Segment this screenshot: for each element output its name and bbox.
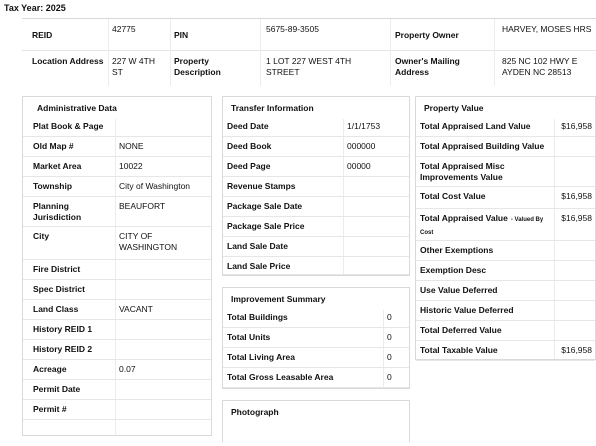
admin-value: City of Washington: [119, 181, 191, 191]
admin-row: [23, 117, 211, 137]
admin-row: [23, 380, 211, 400]
property-value-row: [416, 341, 595, 361]
property-description-label: Property Description: [174, 56, 221, 77]
property-value-row: [416, 301, 595, 321]
location-address-label: Location Address: [32, 56, 104, 66]
property-value-row: [416, 157, 595, 187]
owner-value: HARVEY, MOSES HRS: [502, 24, 592, 34]
improvement-label: Total Living Area: [227, 352, 296, 362]
property-value-row: [416, 281, 595, 301]
mailing-address-value: 825 NC 102 HWY E AYDEN NC 28513: [502, 56, 578, 77]
transfer-row: [223, 197, 409, 217]
property-value-row: [416, 241, 595, 261]
mailing-address-label: Owner's Mailing Address: [395, 56, 460, 77]
property-value-label: Total Appraised Misc Improvements Value: [420, 161, 505, 182]
admin-row: [23, 400, 211, 420]
admin-row: [23, 300, 211, 320]
property-value-value: $16,958: [561, 121, 592, 131]
transfer-row: [223, 177, 409, 197]
improvement-summary-title: Improvement Summary: [231, 294, 326, 304]
property-value-title: Property Value: [424, 103, 484, 113]
admin-label: Market Area: [33, 161, 82, 171]
property-value-value: $16,958: [561, 191, 592, 201]
admin-label: Old Map #: [33, 141, 74, 151]
transfer-row: [223, 217, 409, 237]
property-value-row: [416, 321, 595, 341]
improvement-value: 0: [387, 372, 392, 382]
property-value-section: [415, 96, 596, 360]
improvement-row: [223, 368, 409, 388]
property-value-row: [416, 209, 595, 241]
property-value-label: Total Taxable Value: [420, 345, 498, 355]
admin-label: Plat Book & Page: [33, 121, 104, 131]
admin-value: 10022: [119, 161, 143, 171]
admin-label: Permit #: [33, 404, 67, 414]
administrative-data-title: Administrative Data: [37, 103, 117, 113]
property-summary: [22, 18, 596, 86]
improvement-label: Total Buildings: [227, 312, 288, 322]
admin-value: NONE: [119, 141, 144, 151]
admin-label: Planning Jurisdiction: [33, 201, 82, 222]
transfer-value: 000000: [347, 141, 376, 151]
tax-year-heading: Tax Year: 2025: [4, 3, 66, 13]
property-value-value: $16,958: [561, 345, 592, 355]
improvement-row: [223, 328, 409, 348]
transfer-label: Deed Date: [227, 121, 269, 131]
admin-value: 0.07: [119, 364, 136, 374]
improvement-value: 0: [387, 312, 392, 322]
admin-row: [23, 320, 211, 340]
reid-label: REID: [32, 30, 53, 40]
admin-row: [23, 360, 211, 380]
transfer-value: 1/1/1753: [347, 121, 381, 131]
admin-label: Township: [33, 181, 73, 191]
transfer-label: Land Sale Price: [227, 261, 291, 271]
transfer-label: Deed Book: [227, 141, 272, 151]
admin-row: [23, 260, 211, 280]
improvement-row: [223, 348, 409, 368]
property-value-note: - Valued By Cost: [420, 217, 544, 236]
transfer-row: [223, 117, 409, 137]
admin-label: Spec District: [33, 284, 85, 294]
pin-value: 5675-89-3505: [266, 24, 319, 34]
transfer-row: [223, 257, 409, 275]
transfer-label: Land Sale Date: [227, 241, 288, 251]
property-value-row: [416, 261, 595, 281]
improvement-summary-section: [222, 287, 410, 389]
improvement-value: 0: [387, 332, 392, 342]
photograph-section: [222, 400, 410, 442]
property-value-label: Exemption Desc: [420, 265, 487, 275]
location-address-value: 227 W 4TH ST: [112, 56, 155, 77]
admin-label: Land Class: [33, 304, 79, 314]
property-description-value: 1 LOT 227 WEST 4TH STREET: [266, 56, 352, 77]
admin-label: Fire District: [33, 264, 81, 274]
admin-row: [23, 197, 211, 227]
property-value-label: Other Exemptions: [420, 245, 494, 255]
admin-label: Permit Date: [33, 384, 81, 394]
property-value-label: Total Appraised Value - Valued By Cost: [420, 213, 544, 236]
improvement-label: Total Gross Leasable Area: [227, 372, 334, 382]
admin-row: [23, 177, 211, 197]
transfer-label: Package Sale Price: [227, 221, 305, 231]
pin-label: PIN: [174, 30, 189, 40]
transfer-information-section: [222, 96, 410, 276]
admin-label: City: [33, 231, 50, 241]
property-value-label: Use Value Deferred: [420, 285, 498, 295]
improvement-value: 0: [387, 352, 392, 362]
admin-value: BEAUFORT: [119, 201, 166, 211]
admin-value: CITY OF WASHINGTON: [119, 231, 178, 252]
admin-label: Acreage: [33, 364, 67, 374]
photograph-title: Photograph: [231, 407, 279, 417]
property-value-label: Total Appraised Land Value: [420, 121, 531, 131]
transfer-label: Deed Page: [227, 161, 271, 171]
property-value-label: Historic Value Deferred: [420, 305, 514, 315]
admin-value: VACANT: [119, 304, 153, 314]
transfer-row: [223, 237, 409, 257]
property-value-label: Total Appraised Building Value: [420, 141, 545, 151]
transfer-information-title: Transfer Information: [231, 103, 314, 113]
improvement-row: [223, 308, 409, 328]
transfer-label: Package Sale Date: [227, 201, 303, 211]
property-value-row: [416, 117, 595, 137]
property-value-row: [416, 187, 595, 209]
property-value-value: $16,958: [561, 213, 592, 223]
admin-label: History REID 2: [33, 344, 93, 354]
reid-value: 42775: [112, 24, 136, 34]
transfer-row: [223, 157, 409, 177]
admin-row: [23, 157, 211, 177]
owner-label: Property Owner: [395, 30, 459, 40]
property-value-label: Total Deferred Value: [420, 325, 502, 335]
property-value-label: Total Cost Value: [420, 191, 486, 201]
admin-row: [23, 340, 211, 360]
transfer-value: 00000: [347, 161, 371, 171]
admin-row: [23, 280, 211, 300]
transfer-label: Revenue Stamps: [227, 181, 296, 191]
improvement-label: Total Units: [227, 332, 271, 342]
property-value-row: [416, 137, 595, 157]
transfer-row: [223, 137, 409, 157]
administrative-data-section: [22, 96, 212, 436]
admin-row: [23, 137, 211, 157]
admin-row: [23, 227, 211, 260]
admin-label: History REID 1: [33, 324, 93, 334]
